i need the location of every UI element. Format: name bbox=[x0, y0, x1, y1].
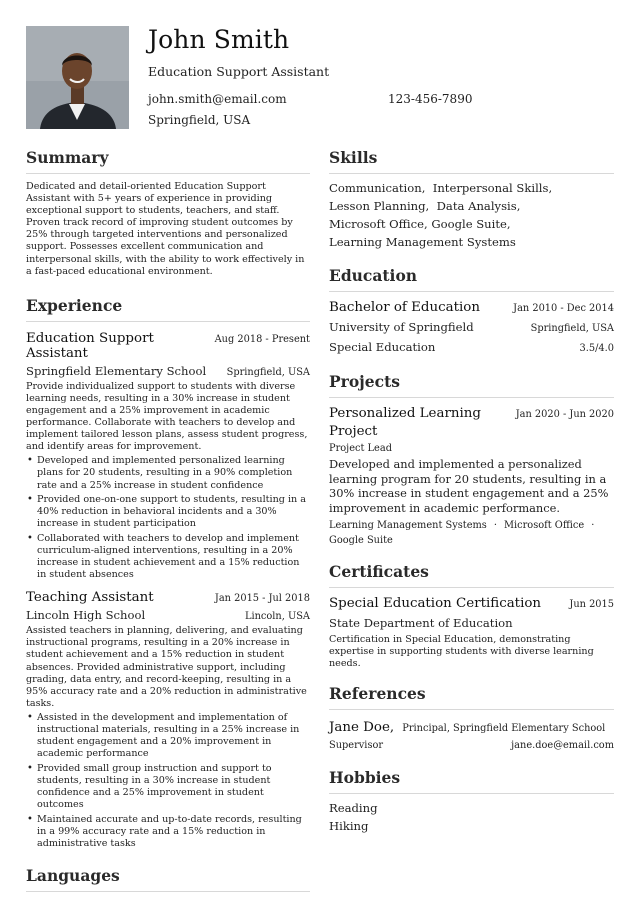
project-date: Jan 2020 - Jun 2020 bbox=[515, 409, 614, 420]
job-description: Assisted teachers in planning, delivering, and evaluating instructional programs, resulting in a 20% increase in student achievement and a 15% reduction in student absences. Provided administrative support, including grading, data entry, and record-keeping, resulting in a 95% accuracy rate and a 20% reduction in administrative tasks. bbox=[26, 625, 307, 709]
experience-section bbox=[26, 296, 310, 850]
reference-name: Jane Doe, bbox=[329, 720, 395, 736]
skills-heading: Skills bbox=[329, 148, 614, 174]
education-section bbox=[329, 266, 614, 358]
education-degree: Bachelor of Education bbox=[329, 300, 480, 315]
certificate-issuer: State Department of Education bbox=[329, 616, 513, 630]
skill-item: Data Analysis, bbox=[436, 199, 521, 213]
hobbies-heading: Hobbies bbox=[329, 768, 614, 794]
skill-item: Communication, bbox=[329, 181, 426, 195]
job-company: Lincoln High School bbox=[26, 608, 146, 623]
right-column bbox=[329, 148, 614, 835]
job-location: Springfield, USA bbox=[226, 366, 310, 378]
hobby-item: Hiking bbox=[329, 819, 369, 834]
experience-heading: Experience bbox=[26, 296, 310, 322]
job-bullets bbox=[26, 712, 310, 850]
job-bullets bbox=[26, 455, 310, 581]
list-item: • Provided one-on-one support to students, resulting in a 40% reduction in behavioral incidents and a 30% increase in student participation bbox=[26, 494, 310, 530]
job-title: Teaching Assistant bbox=[26, 590, 154, 606]
references-section bbox=[329, 684, 614, 754]
job-entry bbox=[26, 331, 310, 582]
education-heading: Education bbox=[329, 266, 614, 292]
certificate-description: Certification in Special Education, demonstrating expertise in supporting students with diverse learning needs. bbox=[329, 634, 594, 670]
separator-dot: · bbox=[493, 520, 497, 531]
project-tool: Google Suite bbox=[329, 535, 393, 546]
list-item: • Assisted in the development and implementation of instructional materials, resulting in a 25% increase in student engagement and a 20% improvement in academic performance bbox=[26, 712, 310, 760]
skill-item: Interpersonal Skills, bbox=[432, 181, 553, 195]
contact-email: john.smith@email.com bbox=[148, 92, 287, 106]
list-item: • Developed and implemented personalized learning plans for 20 students, resulting in a 90% completion rate and a 25% increase in student confidence bbox=[26, 455, 310, 491]
candidate-name: John Smith bbox=[148, 25, 290, 54]
references-heading: References bbox=[329, 684, 614, 710]
education-field: Special Education bbox=[329, 340, 436, 354]
job-date: Aug 2018 - Present bbox=[214, 333, 310, 345]
reference-email: jane.doe@email.com bbox=[511, 740, 614, 752]
project-name: Personalized Learning Project bbox=[329, 406, 481, 439]
certificate-name: Special Education Certification bbox=[329, 596, 542, 611]
skill-item: Learning Management Systems bbox=[329, 235, 516, 249]
job-entry bbox=[26, 590, 310, 850]
languages-heading: Languages bbox=[26, 866, 310, 892]
job-location: Lincoln, USA bbox=[244, 611, 310, 623]
education-gpa: 3.5/4.0 bbox=[579, 343, 614, 354]
project-tool: Microsoft Office bbox=[503, 520, 585, 531]
job-company: Springfield Elementary School bbox=[26, 363, 207, 378]
project-tools bbox=[329, 518, 614, 548]
certificate-date: Jun 2015 bbox=[569, 599, 614, 610]
project-description: Developed and implemented a personalized learning program for 20 students, resulting in a 30% increase in student engagement and a 25% improvement in academic performance. bbox=[329, 457, 609, 515]
skill-item: Google Suite, bbox=[431, 217, 511, 231]
job-date: Jan 2015 - Jul 2018 bbox=[214, 593, 310, 605]
person-photo-icon bbox=[26, 26, 129, 129]
list-item: • Collaborated with teachers to develop and implement curriculum-aligned interventions, resulting in a 20% increase in student achievement and a 15% reduction in student absences bbox=[26, 533, 310, 581]
reference-relation: Supervisor bbox=[329, 740, 384, 752]
profile-photo bbox=[26, 26, 129, 129]
job-description: Provide individualized support to students with diverse learning needs, resulting in a 30% increase in student engagement and a 25% improvement in academic performance. Collaborate with teachers to develop and implement tailored lesson plans, assess student progress, and identify areas for improvement. bbox=[26, 380, 308, 453]
certificates-heading: Certificates bbox=[329, 562, 614, 588]
skills-list bbox=[329, 179, 614, 251]
languages-section bbox=[26, 866, 310, 892]
contact-location: Springfield, USA bbox=[148, 113, 251, 127]
list-item: • Provided small group instruction and support to students, resulting in a 30% increase in student confidence and a 25% improvement in student outcomes bbox=[26, 763, 310, 811]
education-date: Jan 2010 - Dec 2014 bbox=[513, 303, 614, 314]
contact-phone: 123-456-7890 bbox=[388, 92, 473, 106]
summary-heading: Summary bbox=[26, 148, 310, 174]
project-tool: Learning Management Systems bbox=[329, 520, 487, 531]
summary-section bbox=[26, 148, 310, 278]
candidate-title: Education Support Assistant bbox=[148, 64, 330, 79]
project-role: Project Lead bbox=[329, 443, 392, 454]
summary-text: Dedicated and detail-oriented Education Support Assistant with 5+ years of experience in providing exceptional support to students, teachers, and staff. Proven track record of improving student outcomes by 25% through targeted interventions and personalized support. Possesses excellent communication and interpersonal skills, with the ability to work effectively in a fast-paced educational environment. bbox=[26, 181, 305, 277]
list-item: • Maintained accurate and up-to-date records, resulting in a 99% accuracy rate and a 15% reduction in administrative tasks bbox=[26, 814, 310, 850]
separator-dot: · bbox=[591, 520, 595, 531]
hobby-item: Reading bbox=[329, 801, 378, 816]
projects-heading: Projects bbox=[329, 372, 614, 398]
certificates-section bbox=[329, 562, 614, 670]
skill-item: Lesson Planning, bbox=[329, 199, 430, 213]
job-title: Education Support Assistant bbox=[26, 330, 154, 361]
projects-section bbox=[329, 372, 614, 548]
skills-section bbox=[329, 148, 614, 251]
skill-item: Microsoft Office, bbox=[329, 217, 428, 231]
left-column bbox=[26, 148, 310, 899]
education-location: Springfield, USA bbox=[530, 323, 614, 334]
hobbies-section bbox=[329, 768, 614, 835]
reference-position: Principal, Springfield Elementary School bbox=[402, 723, 606, 735]
education-school: University of Springfield bbox=[329, 320, 474, 334]
